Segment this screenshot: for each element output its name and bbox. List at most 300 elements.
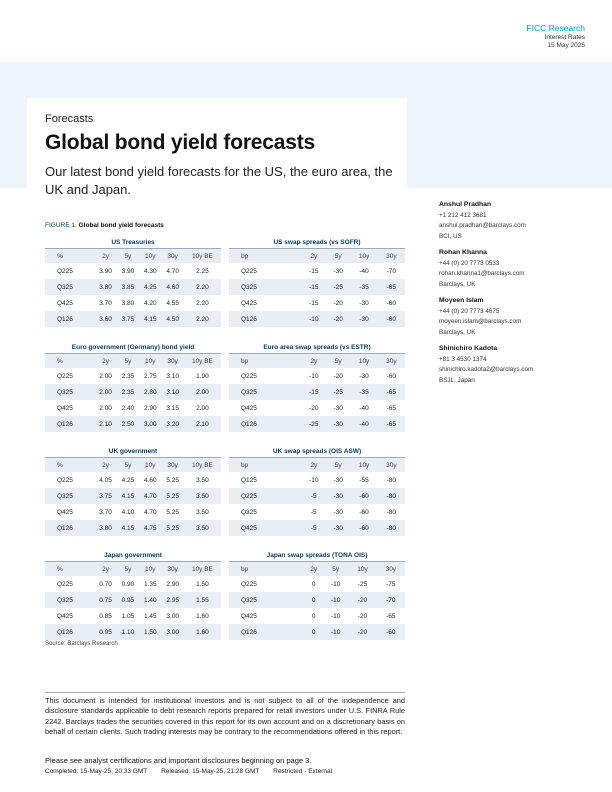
table-cell: 3.70: [99, 508, 112, 516]
table-cell: 0: [311, 580, 316, 588]
table-title: Euro area swap spreads (vs ESTR): [229, 342, 405, 354]
table-cell: 3.80: [121, 299, 135, 307]
table-cell: -40: [359, 267, 369, 275]
table-cell: -65: [386, 612, 396, 620]
completion-line: [45, 768, 344, 775]
table-header-row: [45, 562, 221, 576]
row-label: Q325: [241, 508, 257, 516]
author-email[interactable]: moyeen.islam@barclays.com: [439, 318, 522, 325]
column-header: 2y: [94, 562, 116, 576]
table-cell: -35: [350, 279, 377, 295]
table-cell: 2.40: [121, 404, 135, 412]
row-label: Q325: [45, 592, 94, 608]
column-header: 10y: [139, 354, 161, 368]
table-cell: -15: [302, 384, 326, 400]
column-header: 2y: [304, 562, 323, 576]
table-cell: 0.95: [117, 592, 139, 608]
table-row: [229, 263, 405, 279]
table-cell: -60: [377, 624, 405, 640]
table-cell: -65: [378, 279, 405, 295]
table-cell: -60: [350, 488, 377, 504]
column-header: 5y: [117, 458, 139, 472]
table-cell: -20: [326, 311, 350, 327]
data-table: [229, 249, 405, 327]
table-cell: 1.50: [196, 580, 209, 588]
table-cell: 3.00: [139, 416, 161, 432]
table-cell: 2.20: [184, 311, 221, 327]
table-cell: 4.25: [121, 476, 135, 484]
row-label: Q126: [45, 416, 94, 432]
table-cell: -25: [326, 384, 350, 400]
table-cell: 2.35: [117, 384, 139, 400]
table-uk-swap-spreads: [229, 446, 405, 536]
table-title: Euro government (Germany) bond yield: [45, 342, 221, 354]
table-cell: 4.70: [139, 488, 161, 504]
row-label: Q225: [57, 372, 73, 380]
column-header: 2y: [94, 458, 116, 472]
author-list: [439, 200, 589, 392]
table-cell: 4.15: [117, 488, 139, 504]
table-row: [229, 576, 405, 592]
column-header: 10y BE: [184, 249, 221, 263]
row-label: Q425: [57, 404, 73, 412]
table-cell: 4.70: [166, 267, 179, 275]
table-title: US swap spreads (vs SOFR): [229, 237, 405, 249]
table-cell: 1.60: [196, 612, 209, 620]
report-date: 15 May 2025: [547, 42, 585, 50]
table-cell: 3.75: [117, 311, 139, 327]
column-header: 5y: [117, 354, 139, 368]
row-label: Q425: [57, 299, 73, 307]
row-label: Q425: [241, 612, 257, 620]
table-cell: 2.35: [121, 372, 135, 380]
table-cell: 2.90: [166, 580, 179, 588]
row-label: Q425: [229, 520, 302, 536]
table-cell: -80: [386, 508, 397, 516]
table-cell: -60: [350, 520, 377, 536]
column-header: 10y: [350, 354, 377, 368]
table-cell: 3.50: [184, 488, 221, 504]
table-cell: 2.20: [196, 299, 209, 307]
table-row: [229, 279, 405, 295]
data-table: [45, 249, 221, 327]
table-cell: 0.95: [94, 624, 116, 640]
table-cell: -40: [350, 416, 377, 432]
row-label: Q325: [45, 279, 94, 295]
table-cell: -10: [330, 612, 341, 620]
table-cell: 4.15: [117, 520, 139, 536]
column-header: bp: [229, 354, 302, 368]
row-label: Q126: [229, 311, 302, 327]
data-table: [229, 458, 405, 536]
table-cell: -60: [359, 508, 369, 516]
column-header: bp: [229, 249, 302, 263]
author-name: Moyeen Islam: [439, 297, 484, 304]
table-uk-government: [45, 446, 221, 536]
row-label: Q325: [229, 384, 302, 400]
row-label: Q425: [57, 508, 73, 516]
table-row: [45, 624, 221, 640]
table-cell: 1.60: [184, 624, 221, 640]
table-row: [45, 416, 221, 432]
column-header: bp: [229, 458, 302, 472]
table-cell: -5: [310, 508, 317, 516]
table-row: [229, 488, 405, 504]
table-cell: -15: [302, 279, 326, 295]
figure-label: FIGURE 1.: [45, 222, 77, 229]
table-cell: -5: [302, 520, 326, 536]
table-cell: 1.45: [143, 612, 157, 620]
table-cell: 3.90: [121, 267, 135, 275]
table-cell: -25: [302, 416, 326, 432]
table-cell: 0: [304, 624, 323, 640]
table-row: [229, 520, 405, 536]
table-japan-government: [45, 550, 221, 640]
table-cell: -30: [333, 476, 343, 484]
table-cell: -10: [330, 580, 341, 588]
row-label: Q126: [45, 311, 94, 327]
table-cell: -20: [357, 612, 368, 620]
column-header: 30y: [378, 458, 405, 472]
table-cell: -30: [333, 404, 343, 412]
table-row: [229, 472, 405, 488]
data-table: [45, 458, 221, 536]
column-header: 10y BE: [184, 562, 221, 576]
table-row: [229, 416, 405, 432]
row-label: Q125: [241, 476, 257, 484]
table-euro-swap-spreads: [229, 342, 405, 432]
table-row: [229, 384, 405, 400]
data-table: [229, 562, 405, 640]
table-japan-swap-spreads: [229, 550, 405, 640]
table-cell: -20: [333, 299, 343, 307]
author-entity: Barclays, UK: [439, 280, 476, 288]
page-title: Global bond yield forecasts: [45, 131, 315, 154]
table-cell: 4.70: [143, 508, 157, 516]
table-header-row: [229, 354, 405, 368]
source-note: Source: Barclays Research: [45, 641, 118, 647]
table-header-row: [229, 249, 405, 263]
table-cell: 2.75: [143, 372, 157, 380]
table-cell: -65: [378, 384, 405, 400]
table-cell: -10: [323, 592, 348, 608]
data-table: [45, 354, 221, 432]
author-entity: BSJL, Japan: [439, 376, 475, 384]
row-label: Q126: [229, 624, 304, 640]
table-cell: 2.10: [94, 416, 116, 432]
author-block: [439, 296, 589, 338]
table-title: Japan swap spreads (TONA OIS): [229, 550, 405, 562]
column-header: %: [45, 354, 94, 368]
table-cell: 2.90: [143, 404, 157, 412]
author-name: Rohan Khanna: [439, 249, 487, 256]
table-cell: 3.80: [94, 520, 116, 536]
table-cell: 0: [304, 592, 323, 608]
row-label: Q225: [241, 580, 257, 588]
column-header: 10y: [139, 562, 161, 576]
table-row: [229, 504, 405, 520]
table-cell: 1.10: [117, 624, 139, 640]
table-cell: 3.85: [117, 279, 139, 295]
table-cell: 4.25: [139, 279, 161, 295]
table-cell: 4.10: [121, 508, 135, 516]
table-row: [45, 368, 221, 384]
table-header-row: [45, 458, 221, 472]
column-header: 5y: [117, 249, 139, 263]
table-cell: 1.50: [139, 624, 161, 640]
author-block: [439, 248, 589, 290]
row-label: Q425: [57, 612, 73, 620]
author-block: [439, 200, 589, 242]
author-phone: +44 (0) 20 7773 0533: [439, 259, 500, 267]
table-cell: 3.50: [184, 520, 221, 536]
column-header: %: [45, 562, 94, 576]
table-cell: 3.50: [196, 508, 209, 516]
table-cell: -25: [357, 580, 368, 588]
table-row: [45, 400, 221, 416]
author-phone: +81 3 4530 1374: [439, 355, 487, 363]
table-cell: 3.00: [166, 612, 179, 620]
author-block: [439, 344, 589, 386]
table-cell: 2.95: [161, 592, 183, 608]
row-label: Q225: [241, 267, 257, 275]
table-title: UK government: [45, 446, 221, 458]
table-row: [45, 608, 221, 624]
table-header-row: [229, 562, 405, 576]
table-cell: -70: [386, 267, 397, 275]
table-cell: -65: [378, 416, 405, 432]
table-cell: 4.20: [143, 299, 157, 307]
table-title: Japan government: [45, 550, 221, 562]
table-cell: 3.90: [99, 267, 112, 275]
author-email[interactable]: shinichiro.kadota2@barclays.com: [439, 366, 534, 373]
table-cell: -80: [378, 520, 405, 536]
column-header: 5y: [326, 354, 350, 368]
table-cell: -60: [386, 299, 397, 307]
table-cell: -10: [309, 476, 319, 484]
table-cell: 4.50: [161, 311, 183, 327]
column-header: 30y: [378, 354, 405, 368]
table-cell: 4.55: [166, 299, 179, 307]
table-cell: -55: [359, 476, 369, 484]
table-cell: -25: [326, 279, 350, 295]
data-table: [229, 354, 405, 432]
author-phone: +44 (0) 20 7773 4675: [439, 307, 500, 315]
column-header: 10y BE: [184, 354, 221, 368]
column-header: 10y: [139, 458, 161, 472]
table-cell: 0.85: [99, 612, 112, 620]
row-label: Q325: [229, 592, 304, 608]
table-cell: -80: [378, 488, 405, 504]
table-row: [229, 311, 405, 327]
column-header: 30y: [161, 458, 183, 472]
table-row: [229, 624, 405, 640]
table-cell: 2.10: [184, 416, 221, 432]
table-header-row: [229, 458, 405, 472]
column-header: 2y: [94, 354, 116, 368]
table-cell: -5: [302, 488, 326, 504]
table-euro-government: [45, 342, 221, 432]
table-cell: 1.55: [184, 592, 221, 608]
table-cell: -20: [333, 372, 343, 380]
table-cell: 5.25: [166, 508, 179, 516]
table-row: [229, 608, 405, 624]
column-header: 5y: [117, 562, 139, 576]
table-cell: -75: [386, 580, 396, 588]
table-title: UK swap spreads (OIS ASW): [229, 446, 405, 458]
author-entity: BCI, US: [439, 232, 462, 240]
author-email[interactable]: rohan.khanna1@barclays.com: [439, 270, 525, 277]
table-row: [45, 263, 221, 279]
table-cell: -10: [309, 372, 319, 380]
column-header: 30y: [161, 562, 183, 576]
table-cell: -15: [309, 299, 319, 307]
column-header: 2y: [302, 458, 326, 472]
row-label: Q425: [241, 299, 257, 307]
column-header: 30y: [377, 562, 405, 576]
column-header: 30y: [161, 354, 183, 368]
table-cell: 0.90: [121, 580, 135, 588]
table-us-swap-spreads: [229, 237, 405, 327]
row-label: Q325: [45, 488, 94, 504]
table-row: [229, 295, 405, 311]
table-cell: 5.25: [161, 488, 183, 504]
table-cell: 4.60: [161, 279, 183, 295]
column-header: 5y: [326, 249, 350, 263]
completed-timestamp: Completed: 15-May-25, 20:33 GMT: [45, 768, 148, 775]
row-label: Q225: [57, 580, 73, 588]
table-cell: 3.60: [94, 311, 116, 327]
table-us-treasuries: [45, 237, 221, 327]
table-cell: 2.25: [196, 267, 209, 275]
table-row: [45, 576, 221, 592]
column-header: 10y BE: [184, 458, 221, 472]
row-label: Q225: [57, 476, 73, 484]
table-row: [45, 592, 221, 608]
column-header: 10y: [350, 249, 377, 263]
table-cell: 3.20: [161, 416, 183, 432]
kicker: Forecasts: [45, 113, 94, 125]
table-cell: 4.05: [99, 476, 112, 484]
table-cell: 3.10: [161, 384, 183, 400]
table-cell: 2.00: [196, 404, 209, 412]
table-cell: -40: [359, 404, 369, 412]
divider: [45, 692, 405, 693]
table-cell: -80: [386, 476, 397, 484]
table-cell: -60: [386, 372, 397, 380]
disclaimer-text: This document is intended for institutional investors and is not subject to all of the independence and disclosure standards applicable to debt research reports prepared for retail investors under U.S. FINRA Rule 2242. Barclays trades the securities covered in this report for its own account and on a discretionary basis on behalf of certain clients. Such trading interests may be contrary to the recommendations offered in this report.: [45, 696, 405, 737]
figure-title: [45, 222, 164, 229]
page-subtitle: Our latest bond yield forecasts for the US, the euro area, the UK and Japan.: [45, 164, 393, 197]
row-label: Q126: [229, 416, 302, 432]
table-cell: 1.35: [143, 580, 157, 588]
table-cell: 4.15: [139, 311, 161, 327]
table-cell: 4.75: [139, 520, 161, 536]
table-row: [45, 311, 221, 327]
table-cell: -10: [323, 624, 348, 640]
column-header: 5y: [326, 458, 350, 472]
table-cell: 1.05: [121, 612, 135, 620]
column-header: 30y: [378, 249, 405, 263]
column-header: %: [45, 458, 94, 472]
table-cell: -30: [359, 372, 369, 380]
table-cell: -30: [359, 299, 369, 307]
figure-caption: Global bond yield forecasts: [78, 222, 164, 229]
table-cell: -10: [302, 311, 326, 327]
table-cell: -20: [348, 592, 376, 608]
table-cell: 2.00: [99, 404, 112, 412]
table-cell: 4.60: [143, 476, 157, 484]
table-row: [229, 368, 405, 384]
table-cell: 5.25: [161, 520, 183, 536]
section-label: Interest Rates: [544, 34, 585, 42]
table-cell: 3.70: [99, 299, 112, 307]
table-cell: 5.25: [166, 476, 179, 484]
table-cell: 2.20: [184, 279, 221, 295]
table-cell: -65: [386, 404, 397, 412]
table-cell: 3.75: [94, 488, 116, 504]
report-header: [526, 23, 585, 51]
table-cell: 1.90: [196, 372, 209, 380]
table-cell: 1.40: [139, 592, 161, 608]
restriction-label: Restricted - External: [273, 768, 333, 775]
table-cell: -35: [350, 384, 377, 400]
author-email[interactable]: anshul.pradhan@barclays.com: [439, 222, 526, 229]
table-cell: 3.10: [166, 372, 179, 380]
author-name: Anshul Pradhan: [439, 201, 492, 208]
table-title: US Treasuries: [45, 237, 221, 249]
table-cell: 3.00: [161, 624, 183, 640]
table-cell: 2.00: [94, 384, 116, 400]
row-label: Q425: [241, 404, 257, 412]
certifications-note: Please see analyst certifications and important disclosures beginning on page 3.: [45, 756, 312, 765]
column-header: %: [45, 249, 94, 263]
table-cell: -30: [333, 508, 343, 516]
table-cell: 0.70: [99, 580, 112, 588]
table-row: [45, 295, 221, 311]
row-label: Q225: [229, 488, 302, 504]
table-cell: 3.50: [196, 476, 209, 484]
column-header: 2y: [302, 354, 326, 368]
brand-label: FICC Research: [526, 23, 585, 33]
row-label: Q126: [45, 520, 94, 536]
column-header: 2y: [302, 249, 326, 263]
table-cell: -30: [333, 267, 343, 275]
row-label: Q325: [229, 279, 302, 295]
column-header: 2y: [94, 249, 116, 263]
table-cell: -60: [378, 311, 405, 327]
table-cell: 0: [311, 612, 316, 620]
table-row: [45, 384, 221, 400]
table-cell: -20: [309, 404, 319, 412]
table-row: [45, 520, 221, 536]
table-cell: 2.00: [184, 384, 221, 400]
column-header: 10y: [348, 562, 376, 576]
table-cell: -15: [309, 267, 319, 275]
table-header-row: [45, 354, 221, 368]
table-cell: -20: [348, 624, 376, 640]
column-header: 10y: [350, 458, 377, 472]
table-cell: 4.30: [143, 267, 157, 275]
table-row: [45, 504, 221, 520]
column-header: 5y: [323, 562, 348, 576]
author-entity: Barclays, UK: [439, 328, 476, 336]
table-cell: -30: [350, 311, 377, 327]
row-label: Q325: [45, 384, 94, 400]
column-header: 10y: [139, 249, 161, 263]
released-timestamp: Released: 15-May-25, 21:28 GMT: [161, 768, 260, 775]
row-label: Q225: [241, 372, 257, 380]
